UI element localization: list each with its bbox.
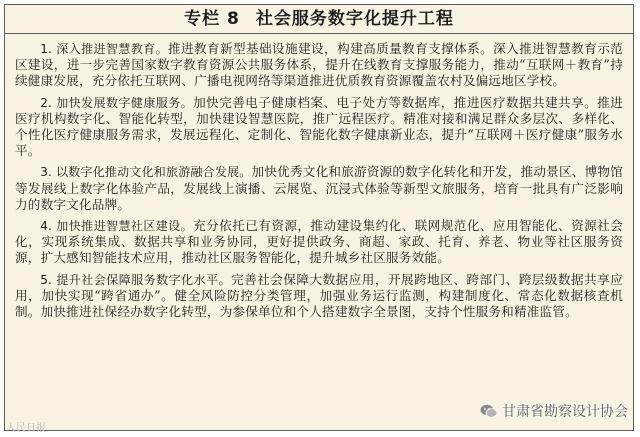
paragraph-heading: 2. 加快发展数字健康服务。: [40, 95, 194, 110]
paragraph-text: 充分依托已有资源，推动建设集约化、联网规范化、应用智能化、资源社会化，实现系统集成、数据共享和业务协同，更好提供政务、商超、家政、托育、养老、物业等社区服务资源，扩大感知智能技术应用，推动社区服务智能化，提升城乡社区服务效能。: [15, 218, 623, 266]
column-title: [5, 5, 633, 34]
column-title-text: 社会服务数字化提升工程: [255, 9, 454, 29]
paragraph-education: [15, 41, 623, 90]
paragraph-community: [15, 218, 623, 267]
paragraph-culture-tourism: [15, 164, 623, 213]
paragraph-heading: 5. 提升社会保障服务数字化水平。: [40, 272, 232, 287]
watermark-source: 人民日报: [6, 423, 46, 434]
paragraph-heading: 1. 深入推进智慧教育。: [40, 42, 168, 56]
watermark-account-name: 甘肃省勘察设计协会: [502, 404, 628, 420]
column-body: [5, 34, 633, 320]
paragraph-text: 完善社会保障大数据应用，开展跨地区、跨部门、跨层级数据共享应用，加快实现“跨省通办”。健全风险防控分类管理，加强业务运行监测，构建制度化、常态化数据核查机制。加快推进社保经办数字化转型，为参保单位和个人搭建数字全景图，支持个性服务和精准监管。: [15, 271, 624, 320]
watermark-account: [480, 401, 628, 421]
wechat-icon: [480, 404, 498, 419]
paragraph-text: 加快优秀文化和旅游资源的数字化转化和开发，推动景区、博物馆等发展线上数字化体验产品，发展线上演播、云展览、沉浸式体验等新型文旅服务，培育一批具有广泛影响力的数字文化品牌。: [15, 164, 623, 212]
paragraph-health: [15, 95, 623, 160]
paragraph-text: 推进教育新型基础设施建设，构建高质量教育支撑体系。深入推进智慧教育示范区建设，进一步完善国家数字教育资源公共服务体系，提升在线教育支撑服务能力，推动“互联网＋教育”持续健康发展，充分依托互联网、广播电视网络等渠道推进优质教育资源覆盖农村及偏远地区学校。: [15, 41, 623, 89]
column-box: [4, 4, 634, 431]
column-number: 专栏 8: [184, 9, 240, 29]
paragraph-social-security: [15, 272, 623, 321]
paragraph-heading: 3. 以数字化推动文化和旅游融合发展。: [40, 165, 252, 180]
paragraph-text: 加快完善电子健康档案、电子处方等数据库，推进医疗数据共建共享。推进医疗机构数字化、智能化转型，加快建设智慧医院，推广远程医疗。精准对接和满足群众多层次、多样化、个性化医疗健康服务需求，发展远程化、定制化、智能化数字健康新业态，提升“互联网＋医疗健康”服务水平。: [15, 94, 623, 159]
paragraph-heading: 4. 加快推进智慧社区建设。: [40, 219, 194, 234]
